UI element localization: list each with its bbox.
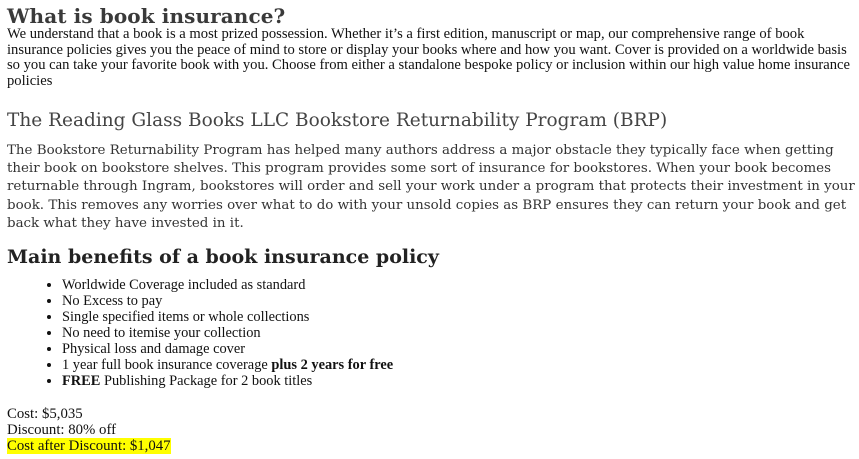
benefit-coverage-bonus: plus 2 years for free [271,357,394,374]
benefit-coverage-text: 1 year full book insurance coverage [62,357,272,374]
cost-after-discount-row [7,438,857,454]
benefit-item-no-itemise: • No need to itemise your collection [62,325,857,341]
cost-line: Cost: $5,035 [7,406,83,423]
benefits-heading: Main benefits of a book insurance policy [7,246,439,269]
intro-heading: What is book insurance? [7,4,286,28]
brp-paragraph: The Bookstore Returnability Program has helped many authors address a major obstacle they typically face when getting their book on bookstore shelves. This program provides some sort of insurance for bookstores. When your book becomes returnable through Ingram, bookstores will order and sell your work under a program that protects their investment in your book. This removes any worries over what to do with your unsold copies as BRP ensures they can return your book and get back what they have invested in it. [7,143,855,231]
pricing-block [7,406,857,454]
benefit-item-single-or-collections: • Single specified items or whole collections [62,309,857,325]
page-content [7,0,857,454]
benefit-item-physical-loss: • Physical loss and damage cover [62,341,857,357]
cost-after-discount-line: Cost after Discount: $1,047 [7,438,171,455]
benefit-item-coverage-years [62,357,857,373]
intro-paragraph: We understand that a book is a most prized possession. Whether it’s a first edition, manuscript or map, our comprehensive range of book insurance policies gives you the peace of mind to store or display your books where and how you want. Cover is provided on a worldwide basis so you can take your favorite book with you. Choose from either a standalone bespoke policy or inclusion within our high value home insurance policies [7,26,850,89]
discount-line: Discount: 80% off [7,422,117,439]
benefit-item-no-excess: • No Excess to pay [62,293,857,309]
benefit-item-worldwide-coverage: • Worldwide Coverage included as standard [62,277,857,293]
brp-heading: The Reading Glass Books LLC Bookstore Returnability Program (BRP) [7,110,668,131]
benefit-item-publishing-package [62,373,857,389]
benefits-list [7,277,857,389]
benefit-package-text: Publishing Package for 2 book titles [100,373,313,390]
benefit-free-label: FREE [62,373,101,390]
